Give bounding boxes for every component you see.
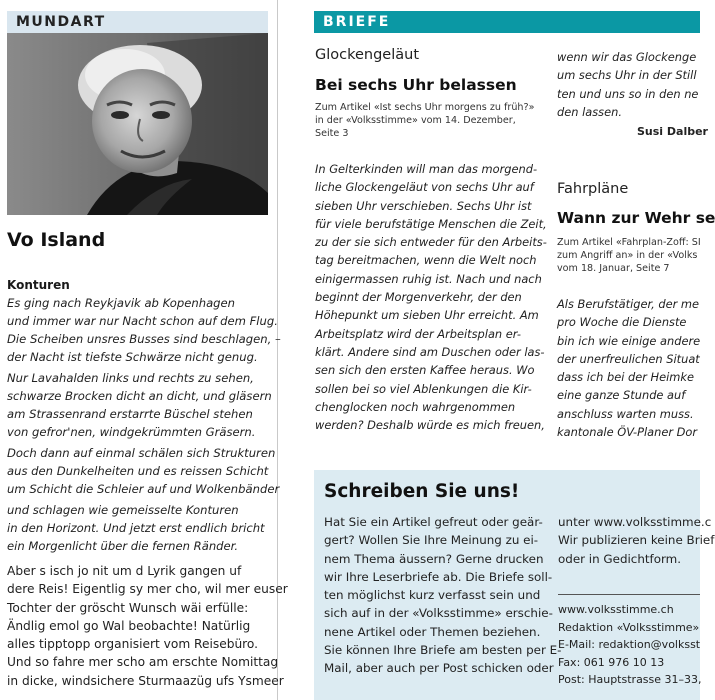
divider — [558, 594, 700, 595]
letter-author: Susi Dalber — [637, 125, 708, 138]
poem-stanza: Doch dann auf einmal schälen sich Strukturen aus den Dunkelheiten und es reissen Schicht um Schicht die Schleier auf und Wolkenbänder — [7, 446, 280, 496]
poem-stanza: Es ging nach Reykjavik ab Kopenhagen und immer war nur Nacht schon auf dem Flug. Die Scheiben unsres Busses sind beschlagen, – der Nacht ist tiefste Schwärze nicht genug. — [7, 296, 281, 364]
letter-headline: Bei sechs Uhr belassen — [315, 76, 517, 94]
letter-reference: Zum Artikel «Fahrplan-Zoff: SI zum Angriff an» in der «Volks vom 18. Januar, Seite 7 — [557, 237, 701, 274]
letter-body: In Gelterkinden will man das morgend- liche Glockengeläut von sechs Uhr auf sieben Uhr verschieben. Sechs Uhr ist für viele berufstätige Menschen die Zeit, zu der sie sich entweder für den Arbeits- tag bereitmachen, wenn die Welt noch einigermassen ruhig ist. Nach und nach beginnt der Morgenverkehr, der den Höhepunkt um sieben Uhr erreicht. Am Arbeitsplatz wird der Arbeitsplan er- klärt. Andere sind am Duschen oder las- sen sich den ersten Kaffee heraus. Wo sollen bei so viel Ablenkungen die Kir- chenglocken noch wahrgenommen werden? Deshalb würde es mich freuen, — [315, 162, 547, 433]
contact-box — [314, 470, 715, 700]
contact-box-title: Schreiben Sie uns! — [324, 481, 520, 502]
author-portrait — [7, 33, 268, 215]
dialect-prose: Aber s isch jo nit um d Lyrik gangen uf dere Reis! Eigentlig sy mer cho, wil mer euser Tochter der gröscht Wunsch wäi erfülle: Ändlig emol go Wal beobachte! Natürlig alles tipptopp organisiert vom Reisebüro. Und so fahre mer scho am erschte Nomittag in dicke, windsichere Sturmaazüg ufs Ysmeer — [7, 564, 288, 688]
letter-body: Als Berufstätiger, der me pro Woche die Dienste bin ich wie einige andere der unerfreulichen Situat dass ich bei der Heimke eine ganze Stunde auf anschluss warten muss. kantonale ÖV-Planer Dor — [557, 297, 701, 440]
letter-reference: Zum Artikel «Ist sechs Uhr morgens zu früh?» in der «Volksstimme» vom 14. Dezember, Seite 3 — [315, 102, 535, 139]
column-title: Vo Island — [7, 229, 106, 251]
section-label-mundart: MUNDART — [7, 11, 268, 33]
poem-stanza: und schlagen wie gemeisselte Konturen in den Horizont. Und jetzt erst endlich bricht ein Morgenlicht über die fernen Ränder. — [7, 503, 265, 553]
poem-heading: Konturen — [7, 278, 70, 292]
letter-headline: Wann zur Wehr se — [557, 209, 715, 227]
contact-details: www.volksstimme.ch Redaktion «Volksstimme» E-Mail: redaktion@volksst Fax: 061 976 10 13 Post: Hauptstrasse 31–33, — [558, 603, 702, 686]
portrait-photo — [7, 33, 268, 215]
contact-box-text-continued: unter www.volksstimme.c Wir publizieren keine Brief oder in Gedichtform. — [558, 515, 715, 566]
contact-box-text: Hat Sie ein Artikel gefreut oder geär- gert? Wollen Sie Ihre Meinung zu ei- nem Thema äussern? Gerne drucken wir Ihre Leserbriefe ab. Die Briefe soll- ten möglichst kurz verfasst sein und sich auf in der «Volksstimme» erschie- nene Artikel oder Themen beziehen. Sie können Ihre Briefe am besten per E- Mail, aber auch per Post schicken oder — [324, 515, 562, 676]
letter-kicker: Fahrpläne — [557, 181, 629, 197]
mundart-column — [0, 0, 288, 700]
letter-body-continued: wenn wir das Glockenge um sechs Uhr in der Still ten und uns so in den ne den lassen. — [557, 50, 699, 119]
section-label-briefe: BRIEFE — [314, 11, 700, 33]
poem-stanza: Nur Lavahalden links und rechts zu sehen, schwarze Brocken dicht an dicht, und gläsern am Strassenrand erstarrte Büschel stehen von gefror'nen, windgekrümmten Gräsern. — [7, 371, 272, 439]
letter-kicker: Glockengeläut — [315, 47, 420, 63]
